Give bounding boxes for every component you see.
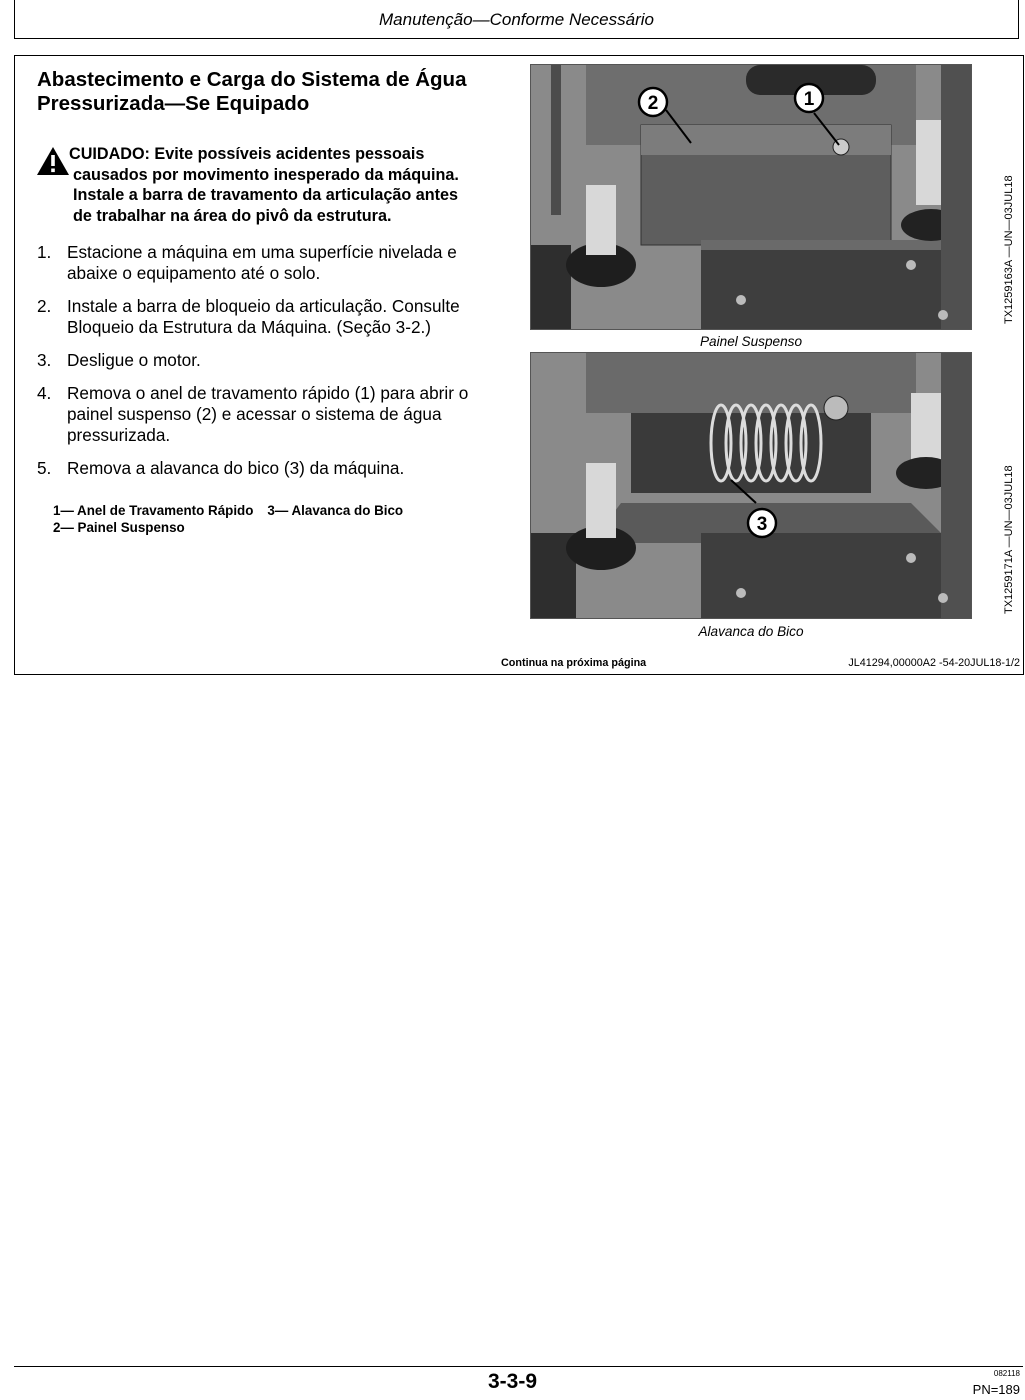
page-header [14, 0, 1019, 39]
figure-hanging-panel-photo [530, 64, 972, 330]
header-title: Manutenção—Conforme Necessário [379, 10, 654, 29]
warning-icon [36, 146, 70, 176]
step-item: 3. Desligue o motor. [37, 350, 201, 370]
callout-1 [795, 84, 823, 112]
procedure-steps [37, 242, 507, 491]
figure-id: TX1259163A —UN—03JUL18 [1003, 175, 1015, 324]
callout-legend: 1— Anel de Travamento Rápido 3— Alavanca do Bico 2— Painel Suspenso [53, 503, 404, 535]
figure-caption: Painel Suspenso [699, 334, 803, 349]
step-item: 4. Remova o anel de travamento rápido (1) para abrir o painel suspenso (2) e acessar o sistema de água pressurizada. [37, 383, 469, 445]
svg-text:3: 3 [756, 514, 768, 535]
callout-3 [748, 509, 776, 537]
caution-block [35, 144, 515, 226]
continuation-note: Continua na próxima página [501, 657, 647, 669]
section-title: Abastecimento e Carga do Sistema de Água Pressurizada—Se Equipado [37, 68, 467, 115]
machine-illustration [531, 353, 972, 619]
page-number: 3-3-9 [487, 1370, 538, 1393]
content-box [14, 55, 1024, 675]
svg-text:1: 1 [803, 89, 815, 110]
caution-text: CUIDADO: Evite possíveis acidentes pessoais causados por movimento inesperado da máquina. Instale a barra de travamento da articulação antes de trabalhar na área do pivô da estrutura. [69, 145, 459, 225]
callout-2 [639, 88, 667, 116]
svg-text:2: 2 [647, 93, 659, 114]
reference-code: JL41294,00000A2 -54-20JUL18-1/2 [848, 657, 1020, 669]
footer-rule [14, 1366, 1023, 1367]
figure-caption: Alavanca do Bico [698, 624, 804, 639]
step-item: 5. Remova a alavanca do bico (3) da máquina. [37, 458, 405, 478]
step-item: 1. Estacione a máquina em uma superfície nivelada e abaixe o equipamento até o solo. [37, 242, 457, 283]
figure-id: TX1259171A —UN—03JUL18 [1003, 465, 1015, 614]
footer-code: 082118 [993, 1369, 1020, 1378]
step-item: 2. Instale a barra de bloqueio da articulação. Consulte Bloqueio da Estrutura da Máquina. (Seção 3-2.) [37, 296, 460, 337]
machine-illustration [531, 65, 972, 330]
footer-pn: PN=189 [972, 1382, 1020, 1397]
figure-nozzle-lever-photo [530, 352, 972, 619]
